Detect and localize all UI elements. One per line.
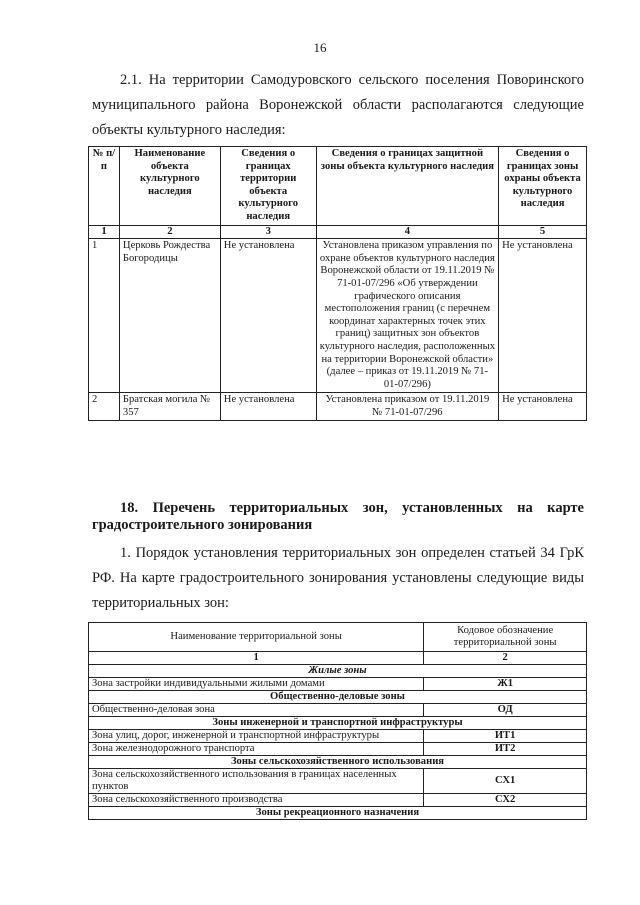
heritage-table-header-row: [89, 147, 587, 226]
zone-group-header: [89, 691, 587, 704]
zones-col-header-code: Кодовое обозначение территориальной зоны: [424, 623, 587, 652]
object-name: Церковь Рождества Богородицы: [119, 239, 220, 393]
territory-info: Не установлена: [220, 239, 316, 393]
heritage-table-column-numbers: [89, 225, 587, 239]
zone-name: Зона железнодорожного транспорта: [89, 743, 424, 756]
zone-name: Зона застройки индивидуальными жилыми домами: [89, 678, 424, 691]
column-number: 1: [89, 652, 424, 665]
zone-group-header: [89, 717, 587, 730]
heritage-objects-table: [88, 146, 587, 421]
zones-paragraph-text: 1. Порядок установления территориальных зон определен статьей 34 ГрК РФ. На карте градостроительного зонирования установлены следующие виды территориальных зон:: [92, 545, 584, 611]
zone-code: СХ2: [424, 794, 587, 807]
zone-name: Общественно-деловая зона: [89, 704, 424, 717]
table-row: [89, 743, 587, 756]
zone-group-title: Общественно-деловые зоны: [89, 691, 587, 704]
column-number: 3: [220, 225, 316, 239]
heritage-col-header-security-zone: Сведения о границах зоны охраны объекта культурного наследия: [499, 147, 587, 226]
protective-zone-info: Установлена приказом управления по охране объектов культурного наследия Воронежской области от 19.11.2019 № 71-01-07/296 «Об утверждении графического описания местоположения границ (с перечнем координат характерных точек этих границ) защитных зон объектов культурного наследия, расположенных на территории Воронежской области» (далее – приказ от 19.11.2019 № 71-01-07/296): [316, 239, 498, 393]
zone-code: ОД: [424, 704, 587, 717]
zone-group-title: Зоны рекреационного назначения: [89, 807, 587, 820]
heritage-col-header-protective-zone: Сведения о границах защитной зоны объекта культурного наследия: [316, 147, 498, 226]
table-row: [89, 794, 587, 807]
zone-name: Зона сельскохозяйственного производства: [89, 794, 424, 807]
column-number: 1: [89, 225, 120, 239]
zone-group-header: [89, 756, 587, 769]
page-number: 16: [313, 40, 327, 55]
object-name: Братская могила № 357: [119, 393, 220, 421]
security-zone-info: Не установлена: [499, 239, 587, 393]
table-row: [89, 393, 587, 421]
zone-group-title: Зоны инженерной и транспортной инфраструктуры: [89, 717, 587, 730]
heritage-col-header-territory: Сведения о границах территории объекта культурного наследия: [220, 147, 316, 226]
heritage-col-header-num: № п/п: [89, 147, 120, 226]
zones-col-header-name: Наименование территориальной зоны: [89, 623, 424, 652]
column-number: 2: [424, 652, 587, 665]
table-row: [89, 704, 587, 717]
table-row: [89, 678, 587, 691]
security-zone-info: Не установлена: [499, 393, 587, 421]
zone-group-header: [89, 807, 587, 820]
zone-group-title: Зоны сельскохозяйственного использования: [89, 756, 587, 769]
zones-table-column-numbers: [89, 652, 587, 665]
zone-group-header: [89, 665, 587, 678]
zone-name: Зона сельскохозяйственного использования в границах населенных пунктов: [89, 769, 424, 794]
row-num: 2: [89, 393, 120, 421]
intro-paragraph: [92, 68, 584, 143]
territory-info: Не установлена: [220, 393, 316, 421]
protective-zone-info: Установлена приказом от 19.11.2019 № 71-01-07/296: [316, 393, 498, 421]
column-number: 5: [499, 225, 587, 239]
column-number: 2: [119, 225, 220, 239]
zone-code: Ж1: [424, 678, 587, 691]
zone-name: Зона улиц, дорог, инженерной и транспортной инфраструктуры: [89, 730, 424, 743]
table-row: [89, 239, 587, 393]
table-row: [89, 730, 587, 743]
zone-code: СХ1: [424, 769, 587, 794]
zones-paragraph: [92, 541, 584, 616]
table-row: [89, 769, 587, 794]
column-number: 4: [316, 225, 498, 239]
territorial-zones-table: [88, 622, 587, 820]
section-heading: 18. Перечень территориальных зон, установленных на карте градостроительного зонирования: [92, 500, 584, 533]
intro-paragraph-text: 2.1. На территории Самодуровского сельского поселения Поворинского муниципального района Воронежской области располагаются следующие объекты культурного наследия:: [92, 72, 584, 138]
heritage-col-header-name: Наименование объекта культурного наследия: [119, 147, 220, 226]
row-num: 1: [89, 239, 120, 393]
zones-table-header-row: [89, 623, 587, 652]
zone-group-title: Жилые зоны: [89, 665, 587, 678]
zone-code: ИТ2: [424, 743, 587, 756]
zone-code: ИТ1: [424, 730, 587, 743]
